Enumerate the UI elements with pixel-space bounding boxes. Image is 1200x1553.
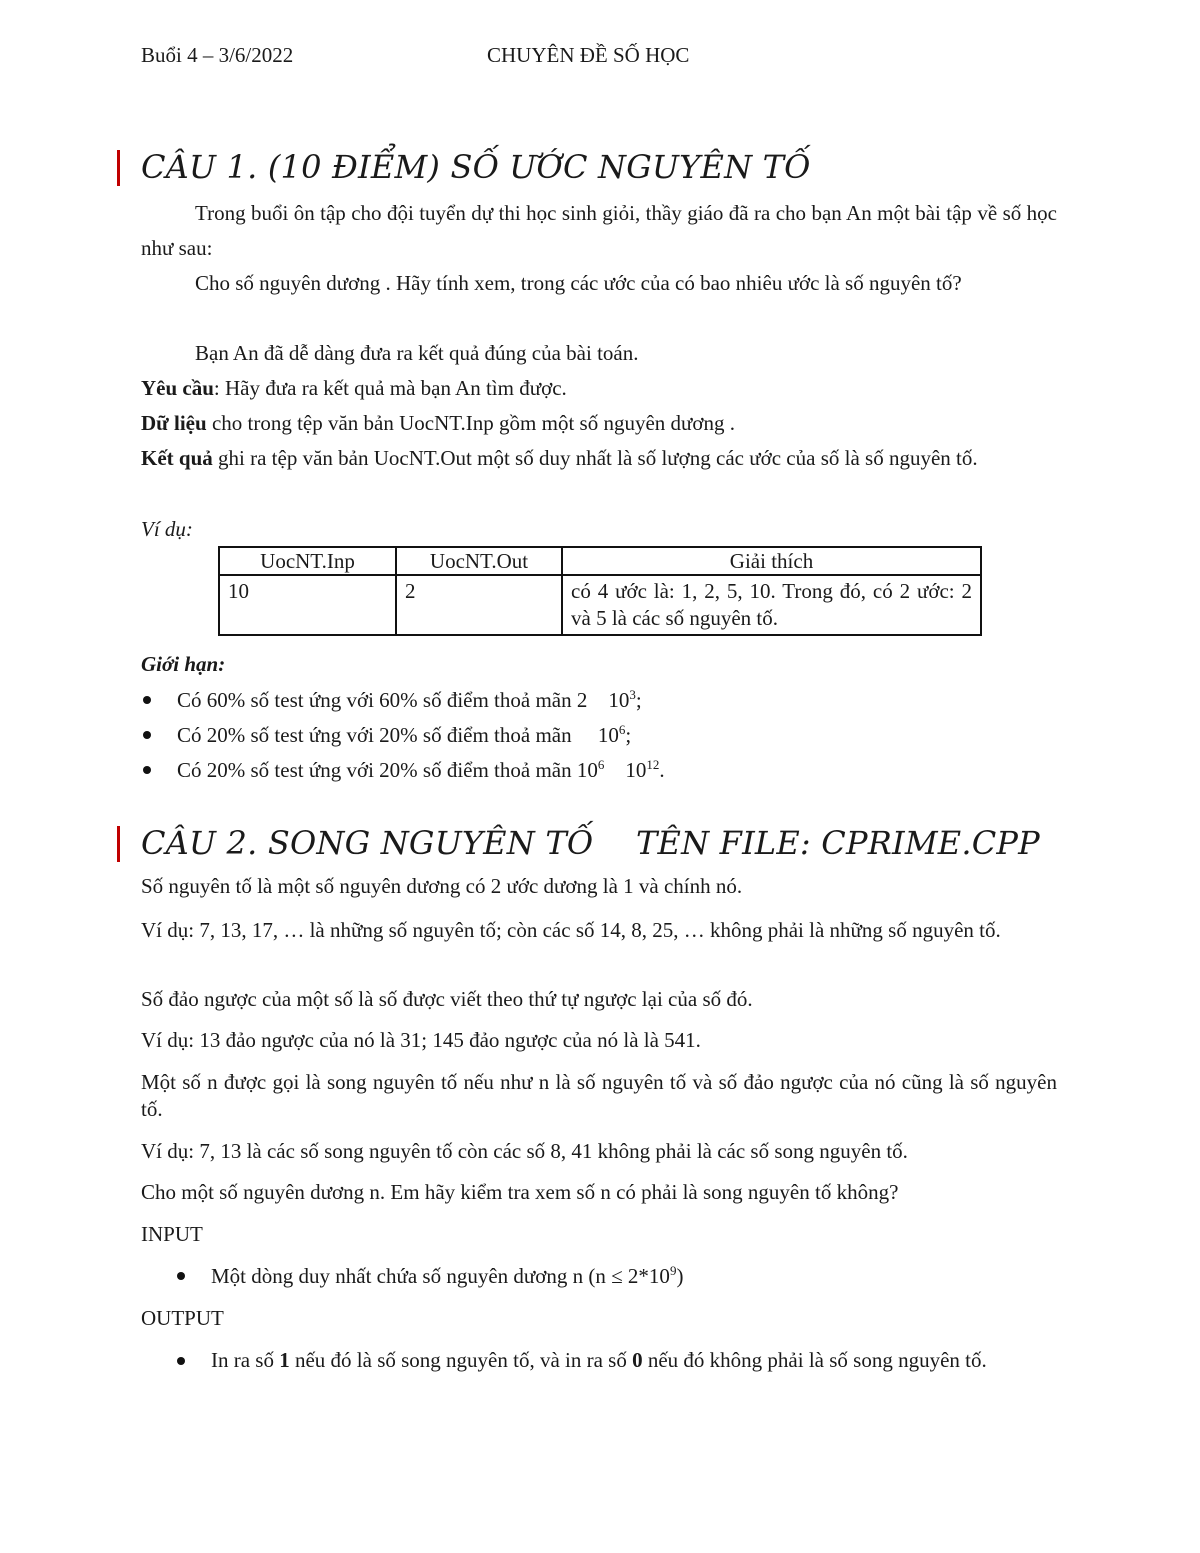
input-spec-text: cho trong tệp văn bản UocNT.Inp gồm một số nguyên dương . [206, 411, 736, 435]
q2-heading-bar [117, 826, 120, 862]
output-item-text [211, 1347, 1057, 1374]
table-header-cell: UocNT.Out [396, 547, 562, 575]
limit-exponent: 6 [597, 757, 605, 772]
limit-text: 10 [604, 758, 647, 782]
input-spec-label: Dữ liệu [141, 411, 207, 435]
q1-title: CÂU 1. (10 ĐIỂM) SỐ ƯỚC NGUYÊN TỐ [141, 148, 811, 186]
output-text: nếu đó không phải là số song nguyên tố. [642, 1348, 987, 1372]
input-item-text: Một dòng duy nhất chứa số nguyên dương n (n ≤ 2*10 [211, 1264, 670, 1288]
q1-paragraph-intro: Trong buổi ôn tập cho đội tuyển dự thi học sinh giỏi, thầy giáo đã ra cho bạn An một bài tập về số học như sau: [141, 201, 1057, 260]
q2-file-name: TÊN FILE: CPRIME.CPP [636, 824, 1040, 862]
q2-paragraph: Số đảo ngược của một số là số được viết theo thứ tự ngược lại của số đó. [141, 987, 753, 1011]
output-value-one: 1 [279, 1348, 290, 1372]
limit-tail: ; [635, 688, 642, 712]
q2-paragraph: Ví dụ: 7, 13 là các số song nguyên tố còn các số 8, 41 không phải là các số song nguyên tố. [141, 1139, 908, 1163]
table-cell-output: 2 [396, 575, 562, 635]
limit-exponent: 12 [646, 757, 660, 772]
q1-heading-bar [117, 150, 120, 186]
output-spec-label: Kết quả [141, 446, 213, 470]
limit-text: Có 60% số test ứng với 60% số điểm thoả mãn 2 10 [177, 688, 630, 712]
bullet-icon [143, 766, 151, 774]
q1-limits-label [141, 647, 1057, 682]
table-header-cell: Giải thích [562, 547, 981, 575]
q2-paragraph: Số nguyên tố là một số nguyên dương có 2 ước dương là 1 và chính nó. [141, 874, 743, 898]
limit-exponent: 3 [629, 687, 636, 702]
table-cell-explanation: có 4 ước là: 1, 2, 5, 10. Trong đó, có 2 ước: 2 và 5 là các số nguyên tố. [562, 575, 981, 635]
table-header-row [219, 547, 981, 575]
q1-requirement [141, 371, 1057, 406]
limit-tail: ; [625, 723, 632, 747]
input-item-tail: ) [676, 1264, 684, 1288]
requirement-label: Yêu cầu [141, 376, 214, 400]
q2-paragraph: Ví dụ: 7, 13, 17, … là những số nguyên tố; còn các số 14, 8, 25, … không phải là những số nguyên tố. [141, 918, 1001, 942]
output-section-label: OUTPUT [141, 1306, 224, 1330]
table-row [219, 575, 981, 635]
requirement-text: : Hãy đưa ra kết quả mà bạn An tìm được. [213, 376, 567, 400]
example-label-text: Ví dụ: [141, 517, 193, 541]
limit-tail: . [659, 758, 665, 782]
input-exponent: 9 [669, 1263, 677, 1278]
q2-title: CÂU 2. SONG NGUYÊN TỐ [141, 824, 594, 862]
limits-label-text: Giới hạn: [141, 652, 226, 676]
table-cell-input: 10 [219, 575, 396, 635]
limit-text: Có 20% số test ứng với 20% số điểm thoả mãn 10 [177, 758, 598, 782]
output-text: nếu đó là số song nguyên tố, và in ra số [289, 1348, 633, 1372]
output-spec-text: ghi ra tệp văn bản UocNT.Out một số duy nhất là số lượng các ước của số là số nguyên tố. [212, 446, 978, 470]
header-topic: CHUYÊN ĐỀ SỐ HỌC [487, 43, 690, 67]
output-text: In ra số [211, 1348, 280, 1372]
bullet-icon [177, 1357, 185, 1365]
q1-output-spec [141, 441, 1057, 476]
q1-paragraph-problem: Cho số nguyên dương . Hãy tính xem, trong các ước của có bao nhiêu ước là số nguyên tố? [195, 271, 962, 295]
input-section-label: INPUT [141, 1222, 203, 1246]
table-header-cell: UocNT.Inp [219, 547, 396, 575]
limit-exponent: 6 [618, 722, 626, 737]
q2-paragraph: Cho một số nguyên dương n. Em hãy kiểm tra xem số n có phải là song nguyên tố không? [141, 1180, 899, 1204]
limit-text: Có 20% số test ứng với 20% số điểm thoả mãn 10 [177, 723, 619, 747]
q1-paragraph-note: Bạn An đã dễ dàng đưa ra kết quả đúng của bài toán. [195, 341, 639, 365]
output-value-zero: 0 [632, 1348, 643, 1372]
bullet-icon [143, 696, 151, 704]
bullet-icon [177, 1272, 185, 1280]
q2-paragraph: Một số n được gọi là song nguyên tố nếu như n là số nguyên tố và số đảo ngược của nó cũng là số nguyên tố. [141, 1070, 1057, 1121]
q1-example-label [141, 512, 1057, 547]
q2-paragraph: Ví dụ: 13 đảo ngược của nó là 31; 145 đảo ngược của nó là là 541. [141, 1028, 701, 1052]
q1-input-spec [141, 406, 1057, 441]
header-session: Buổi 4 – 3/6/2022 [141, 43, 294, 67]
bullet-icon [143, 731, 151, 739]
example-table [218, 546, 982, 636]
